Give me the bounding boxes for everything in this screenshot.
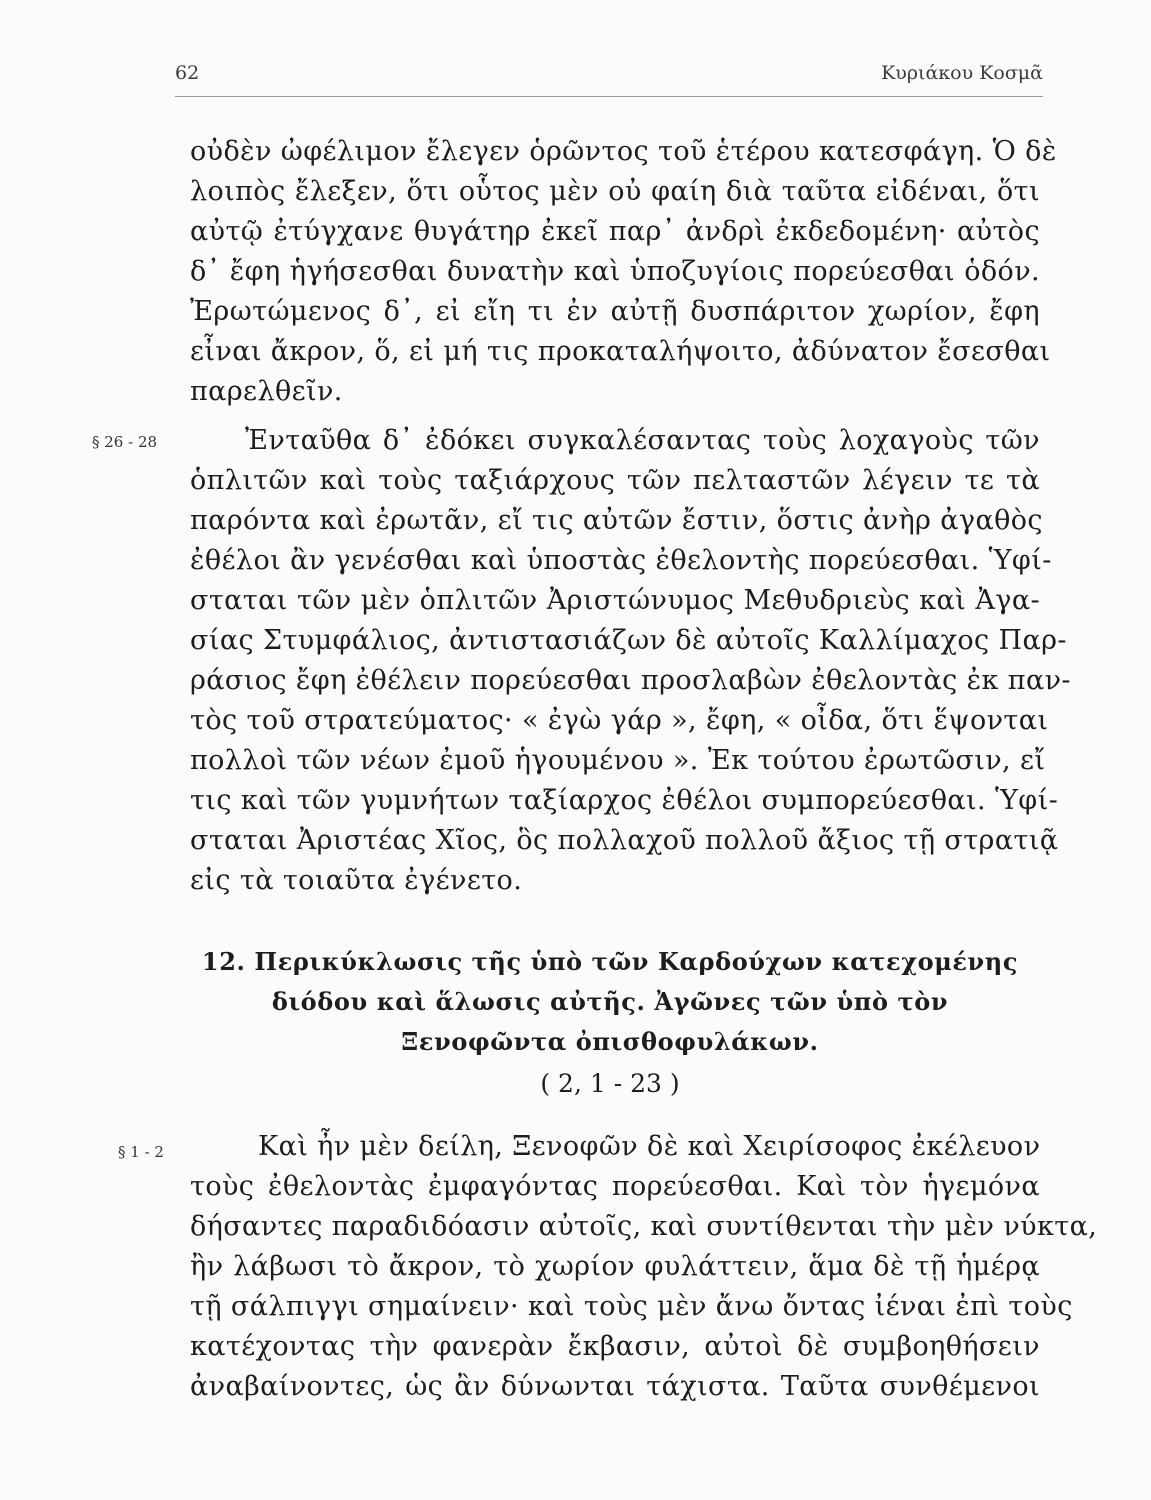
margin-reference: § 26 - 28 [92,433,158,451]
header-rule [175,96,1043,97]
text-line: σταται Ἀριστέας Χῖος, ὃς πολλαχοῦ πολλοῦ ἄξιος τῇ στρατιᾷ [190,825,1059,856]
text-line: παρελθεῖν. [190,376,343,407]
text-line: τοὺς ἐθελοντὰς ἐμφαγόντας πορεύεσθαι. Καὶ τὸν ἡγεμόνα [190,1171,1040,1202]
text-line: τὸς τοῦ στρατεύματος· « ἐγὼ γάρ », ἔφη, « οἶδα, ὅτι ἕψονται [190,705,1049,736]
text-line: οὐδὲν ὠφέλιμον ἔλεγεν ὁρῶντος τοῦ ἑτέρου κατεσφάγη. Ὁ δὲ [190,136,1057,167]
running-title: Κυριάκου Κοσμᾶ [881,62,1043,84]
heading-line: 12. Περικύκλωσις τῆς ὑπὸ τῶν Καρδούχων κατεχομένης [201,947,1019,976]
text-line: Ἐνταῦθα δ᾽ ἐδόκει συγκαλέσαντας τοὺς λοχαγοὺς τῶν [245,425,1040,456]
heading-line: διόδου καὶ ἅλωσις αὐτῆς. Ἀγῶνες τῶν ὑπὸ τὸν [271,987,949,1016]
text-line: ράσιος ἔφη ἐθέλειν πορεύεσθαι προσλαβὼν ἐθελοντὰς ἐκ παν- [190,665,1071,696]
margin-reference: § 1 - 2 [118,1143,164,1161]
heading-line: Ξενοφῶντα ὀπισθοφυλάκων. [401,1027,819,1056]
text-line: αὐτῷ ἐτύγχανε θυγάτηρ ἐκεῖ παρ᾽ ἀνδρὶ ἐκδεδομένη· αὐτὸς [190,216,1040,247]
text-line: εἶναι ἄκρον, ὅ, εἰ μή τις προκαταλήψοιτο, ἀδύνατον ἔσεσθαι [190,336,1051,367]
text-line: δ᾽ ἔφη ἡγήσεσθαι δυνατὴν καὶ ὑποζυγίοις πορεύεσθαι ὁδόν. [190,256,1040,287]
text-line: πολλοὶ τῶν νέων ἐμοῦ ἡγουμένου ». Ἐκ τούτου ἐρωτῶσιν, εἴ [190,745,1046,776]
text-line: κατέχοντας τὴν φανερὰν ἔκβασιν, αὐτοὶ δὲ συμβοηθήσειν [190,1331,1040,1362]
text-line: τῇ σάλπιγγι σημαίνειν· καὶ τοὺς μὲν ἄνω ὄντας ἰέναι ἐπὶ τοὺς [190,1291,1073,1322]
text-line: Ἐρωτώμενος δ᾽, εἰ εἴη τι ἐν αὐτῇ δυσπάριτον χωρίον, ἔφη [190,296,1040,327]
text-line: σίας Στυμφάλιος, ἀντιστασιάζων δὲ αὐτοῖς Καλλίμαχος Παρ- [190,625,1067,656]
section-reference: ( 2, 1 - 23 ) [540,1069,680,1098]
text-line: ἐθέλοι ἂν γενέσθαι καὶ ὑποστὰς ἐθελοντὴς πορεύεσθαι. Ὑφί- [190,545,1052,576]
text-line: Καὶ ἦν μὲν δείλη, Ξενοφῶν δὲ καὶ Χειρίσοφος ἐκέλευον [258,1131,1041,1162]
text-line: δήσαντες παραδιδόασιν αὐτοῖς, καὶ συντίθενται τὴν μὲν νύκτα, [190,1211,1098,1242]
text-line: ἀναβαίνοντες, ὡς ἂν δύνωνται τάχιστα. Ταῦτα συνθέμενοι [190,1371,1040,1402]
text-line: παρόντα καὶ ἐρωτᾶν, εἴ τις αὐτῶν ἔστιν, ὅστις ἀνὴρ ἀγαθὸς [190,505,1043,536]
running-head [175,62,1043,96]
text-line: σταται τῶν μὲν ὁπλιτῶν Ἀριστώνυμος Μεθυδριεὺς καὶ Ἀγα- [190,585,1040,616]
text-line: λοιπὸς ἔλεξεν, ὅτι οὗτος μὲν οὐ φαίη διὰ ταῦτα εἰδέναι, ὅτι [190,176,1040,207]
text-line: ὁπλιτῶν καὶ τοὺς ταξιάρχους τῶν πελταστῶν λέγειν τε τὰ [190,465,1040,496]
text-line: εἰς τὰ τοιαῦτα ἐγένετο. [190,865,523,896]
text-line: ἢν λάβωσι τὸ ἄκρον, τὸ χωρίον φυλάττειν, ἅμα δὲ τῇ ἡμέρᾳ [190,1251,1040,1282]
page-number: 62 [175,62,200,84]
text-line: τις καὶ τῶν γυμνήτων ταξίαρχος ἐθέλοι συμπορεύεσθαι. Ὑφί- [190,785,1059,816]
